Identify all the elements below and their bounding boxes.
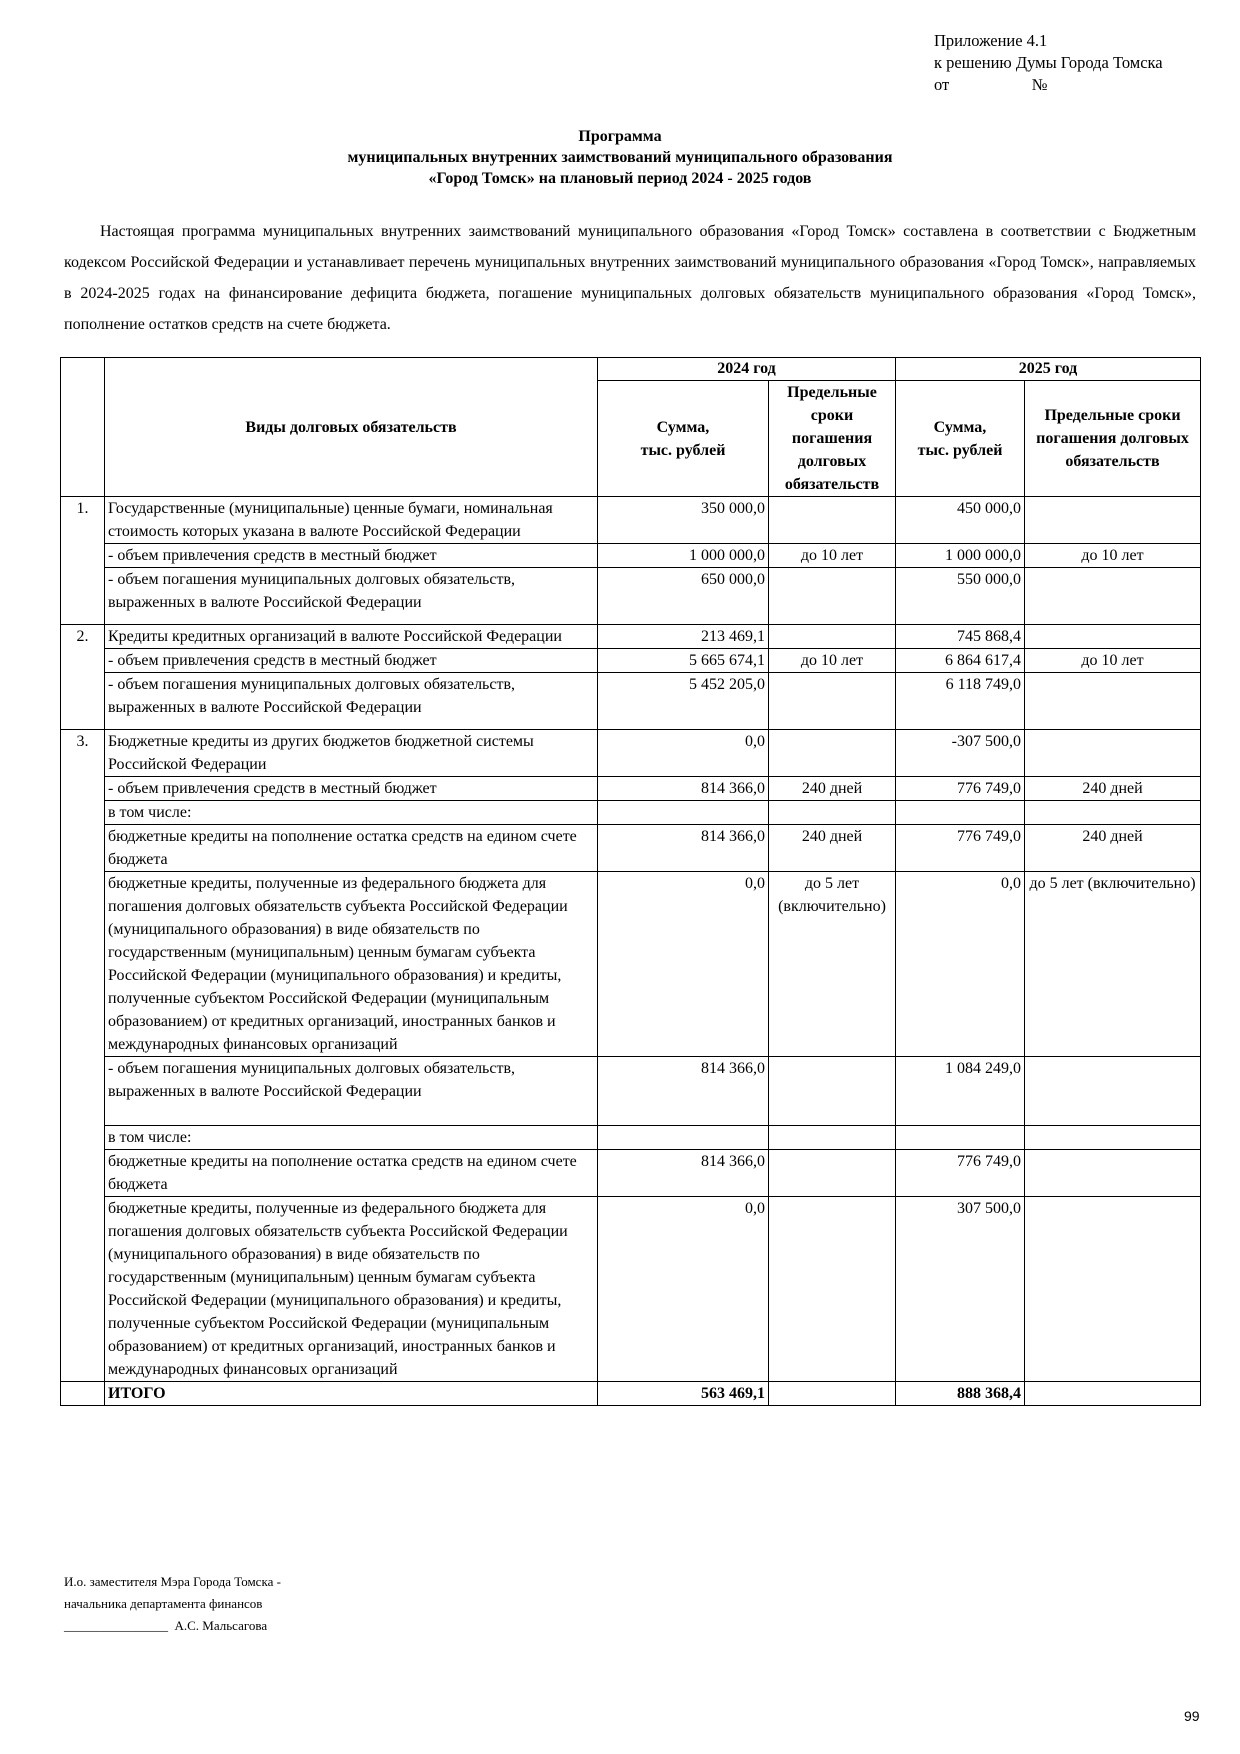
appendix-line: к решению Думы Города Томска — [934, 53, 1163, 72]
row-number — [61, 1057, 105, 1126]
row-number — [61, 825, 105, 872]
row-sum-2024: 0,0 — [598, 872, 769, 1057]
page-number: 99 — [1184, 1708, 1200, 1724]
row-number — [61, 801, 105, 825]
row-sum-2024: 1 000 000,0 — [598, 544, 769, 568]
row-number: 1. — [61, 497, 105, 544]
row-name: - объем погашения муниципальных долговых обязательств, выраженных в валюте Российской Федерации — [105, 673, 598, 730]
row-sum-2025: 0,0 — [896, 872, 1025, 1057]
header-term-2025: Предельные сроки погашения долговых обязательств — [1025, 381, 1201, 497]
row-term-2024 — [769, 568, 896, 625]
row-name: в том числе: — [105, 1126, 598, 1150]
row-sum-2024: 0,0 — [598, 1197, 769, 1382]
total-term-2024 — [769, 1382, 896, 1406]
table-row — [61, 673, 1201, 730]
header-row — [61, 358, 1201, 381]
row-number — [61, 568, 105, 625]
row-sum-2025: 450 000,0 — [896, 497, 1025, 544]
row-term-2025 — [1025, 497, 1201, 544]
signature-line: И.о. заместителя Мэра Города Томска - — [64, 1574, 281, 1589]
table-row — [61, 625, 1201, 649]
row-sum-2025: 550 000,0 — [896, 568, 1025, 625]
row-sum-2024 — [598, 1126, 769, 1150]
row-sum-2025 — [896, 801, 1025, 825]
header-sum-2025: Сумма, тыс. рублей — [896, 381, 1025, 497]
row-sum-2025: 776 749,0 — [896, 825, 1025, 872]
row-term-2024 — [769, 673, 896, 730]
row-term-2025 — [1025, 1057, 1201, 1126]
row-name: Кредиты кредитных организаций в валюте Российской Федерации — [105, 625, 598, 649]
borrowing-table — [60, 357, 1201, 1406]
row-number — [61, 673, 105, 730]
table-row — [61, 1057, 1201, 1126]
row-term-2025: до 10 лет — [1025, 544, 1201, 568]
row-term-2024: до 10 лет — [769, 649, 896, 673]
row-sum-2025: 6 864 617,4 — [896, 649, 1025, 673]
row-term-2024: до 5 лет (включительно) — [769, 872, 896, 1057]
table-row — [61, 1150, 1201, 1197]
row-sum-2025: 745 868,4 — [896, 625, 1025, 649]
row-term-2025 — [1025, 673, 1201, 730]
table-row — [61, 1126, 1201, 1150]
row-sum-2024: 814 366,0 — [598, 1150, 769, 1197]
row-term-2024: 240 дней — [769, 777, 896, 801]
header-sum-2024: Сумма, тыс. рублей — [598, 381, 769, 497]
row-name: - объем погашения муниципальных долговых обязательств, выраженных в валюте Российской Федерации — [105, 1057, 598, 1126]
row-name: - объем привлечения средств в местный бюджет — [105, 649, 598, 673]
table-row — [61, 568, 1201, 625]
row-term-2024: 240 дней — [769, 825, 896, 872]
row-name: бюджетные кредиты, полученные из федерального бюджета для погашения долговых обязательств субъекта Российской Федерации (муниципального образования) в виде обязательств по государственным (муниципальным) ценным бумагам субъекта Российской Федерации (муниципального образования) и кредиты, полученные субъектом Российской Федерации (муниципальным образованием) от кредитных организаций, иностранных банков и международных финансовых организаций — [105, 1197, 598, 1382]
row-sum-2024 — [598, 801, 769, 825]
row-sum-2024: 5 665 674,1 — [598, 649, 769, 673]
row-term-2024 — [769, 497, 896, 544]
row-term-2025 — [1025, 625, 1201, 649]
row-number — [61, 1197, 105, 1382]
row-term-2025: 240 дней — [1025, 825, 1201, 872]
row-name: - объем привлечения средств в местный бюджет — [105, 544, 598, 568]
row-number — [61, 1150, 105, 1197]
table-row — [61, 544, 1201, 568]
total-row — [61, 1382, 1201, 1406]
row-name: Бюджетные кредиты из других бюджетов бюджетной системы Российской Федерации — [105, 730, 598, 777]
header-term-2024: Предельные сроки погашения долговых обязательств — [769, 381, 896, 497]
row-number: 2. — [61, 625, 105, 649]
total-sum-2025: 888 368,4 — [896, 1382, 1025, 1406]
row-term-2024 — [769, 625, 896, 649]
row-term-2024 — [769, 1150, 896, 1197]
row-term-2024 — [769, 730, 896, 777]
row-name: в том числе: — [105, 801, 598, 825]
row-name: Государственные (муниципальные) ценные бумаги, номинальная стоимость которых указана в валюте Российской Федерации — [105, 497, 598, 544]
table-row — [61, 872, 1201, 1057]
signature-line: начальника департамента финансов — [64, 1596, 263, 1611]
row-term-2025: до 5 лет (включительно) — [1025, 872, 1201, 1057]
header-kinds: Виды долговых обязательств — [105, 358, 598, 497]
row-sum-2024: 814 366,0 — [598, 1057, 769, 1126]
title-line: Программа — [578, 128, 662, 145]
table-row — [61, 825, 1201, 872]
row-name: бюджетные кредиты на пополнение остатка средств на едином счете бюджета — [105, 825, 598, 872]
document-title — [0, 126, 1240, 189]
row-sum-2024: 5 452 205,0 — [598, 673, 769, 730]
row-name: - объем привлечения средств в местный бюджет — [105, 777, 598, 801]
row-term-2025 — [1025, 1126, 1201, 1150]
row-sum-2024: 814 366,0 — [598, 777, 769, 801]
row-sum-2025: -307 500,0 — [896, 730, 1025, 777]
table-row — [61, 801, 1201, 825]
table-row — [61, 730, 1201, 777]
table-body — [61, 497, 1201, 1406]
row-sum-2024: 814 366,0 — [598, 825, 769, 872]
header-number — [61, 358, 105, 497]
header-year-2024: 2024 год — [598, 358, 896, 381]
total-number — [61, 1382, 105, 1406]
table-row — [61, 497, 1201, 544]
signature-line: ________________ А.С. Мальсагова — [64, 1618, 268, 1633]
row-number — [61, 1126, 105, 1150]
row-number — [61, 777, 105, 801]
row-term-2025: до 10 лет — [1025, 649, 1201, 673]
row-term-2024: до 10 лет — [769, 544, 896, 568]
row-sum-2025 — [896, 1126, 1025, 1150]
row-term-2025 — [1025, 568, 1201, 625]
signature-block — [64, 1571, 281, 1637]
table-row — [61, 649, 1201, 673]
row-sum-2025: 307 500,0 — [896, 1197, 1025, 1382]
row-name: бюджетные кредиты на пополнение остатка средств на едином счете бюджета — [105, 1150, 598, 1197]
row-sum-2025: 776 749,0 — [896, 777, 1025, 801]
row-term-2024 — [769, 1197, 896, 1382]
appendix-line: Приложение 4.1 — [934, 31, 1048, 50]
row-number: 3. — [61, 730, 105, 777]
row-sum-2024: 0,0 — [598, 730, 769, 777]
row-term-2024 — [769, 801, 896, 825]
row-term-2025 — [1025, 1197, 1201, 1382]
appendix-note — [934, 30, 1163, 96]
total-term-2025 — [1025, 1382, 1201, 1406]
row-name: бюджетные кредиты, полученные из федерального бюджета для погашения долговых обязательств субъекта Российской Федерации (муниципального образования) в виде обязательств по государственным (муниципальным) ценным бумагам субъекта Российской Федерации (муниципального образования) и кредиты, полученные субъектом Российской Федерации (муниципальным образованием) от кредитных организаций, иностранных банков и международных финансовых организаций — [105, 872, 598, 1057]
row-sum-2025: 6 118 749,0 — [896, 673, 1025, 730]
title-line: муниципальных внутренних заимствований муниципального образования — [347, 149, 893, 166]
row-sum-2024: 213 469,1 — [598, 625, 769, 649]
appendix-line: от № — [934, 75, 1048, 94]
row-term-2025 — [1025, 1150, 1201, 1197]
intro-paragraph: Настоящая программа муниципальных внутренних заимствований муниципального образования «Город Томск» составлена в соответствии с Бюджетным кодексом Российской Федерации и устанавливает перечень муниципальных внутренних заимствований муниципального образования «Город Томск», направляемых в 2024-2025 годах на финансирование дефицита бюджета, погашение муниципальных долговых обязательств муниципального образования «Город Томск», пополнение остатков средств на счете бюджета. — [64, 223, 1196, 333]
total-label: ИТОГО — [105, 1382, 598, 1406]
row-sum-2024: 350 000,0 — [598, 497, 769, 544]
row-sum-2024: 650 000,0 — [598, 568, 769, 625]
row-name: - объем погашения муниципальных долговых обязательств, выраженных в валюте Российской Федерации — [105, 568, 598, 625]
row-sum-2025: 776 749,0 — [896, 1150, 1025, 1197]
row-sum-2025: 1 000 000,0 — [896, 544, 1025, 568]
table-row — [61, 1197, 1201, 1382]
row-term-2024 — [769, 1126, 896, 1150]
row-number — [61, 544, 105, 568]
row-number — [61, 872, 105, 1057]
row-term-2025 — [1025, 730, 1201, 777]
table-row — [61, 777, 1201, 801]
row-term-2025: 240 дней — [1025, 777, 1201, 801]
header-year-2025: 2025 год — [896, 358, 1201, 381]
total-sum-2024: 563 469,1 — [598, 1382, 769, 1406]
row-number — [61, 649, 105, 673]
row-term-2025 — [1025, 801, 1201, 825]
title-line: «Город Томск» на плановый период 2024 - 2025 годов — [428, 170, 812, 187]
row-term-2024 — [769, 1057, 896, 1126]
row-sum-2025: 1 084 249,0 — [896, 1057, 1025, 1126]
